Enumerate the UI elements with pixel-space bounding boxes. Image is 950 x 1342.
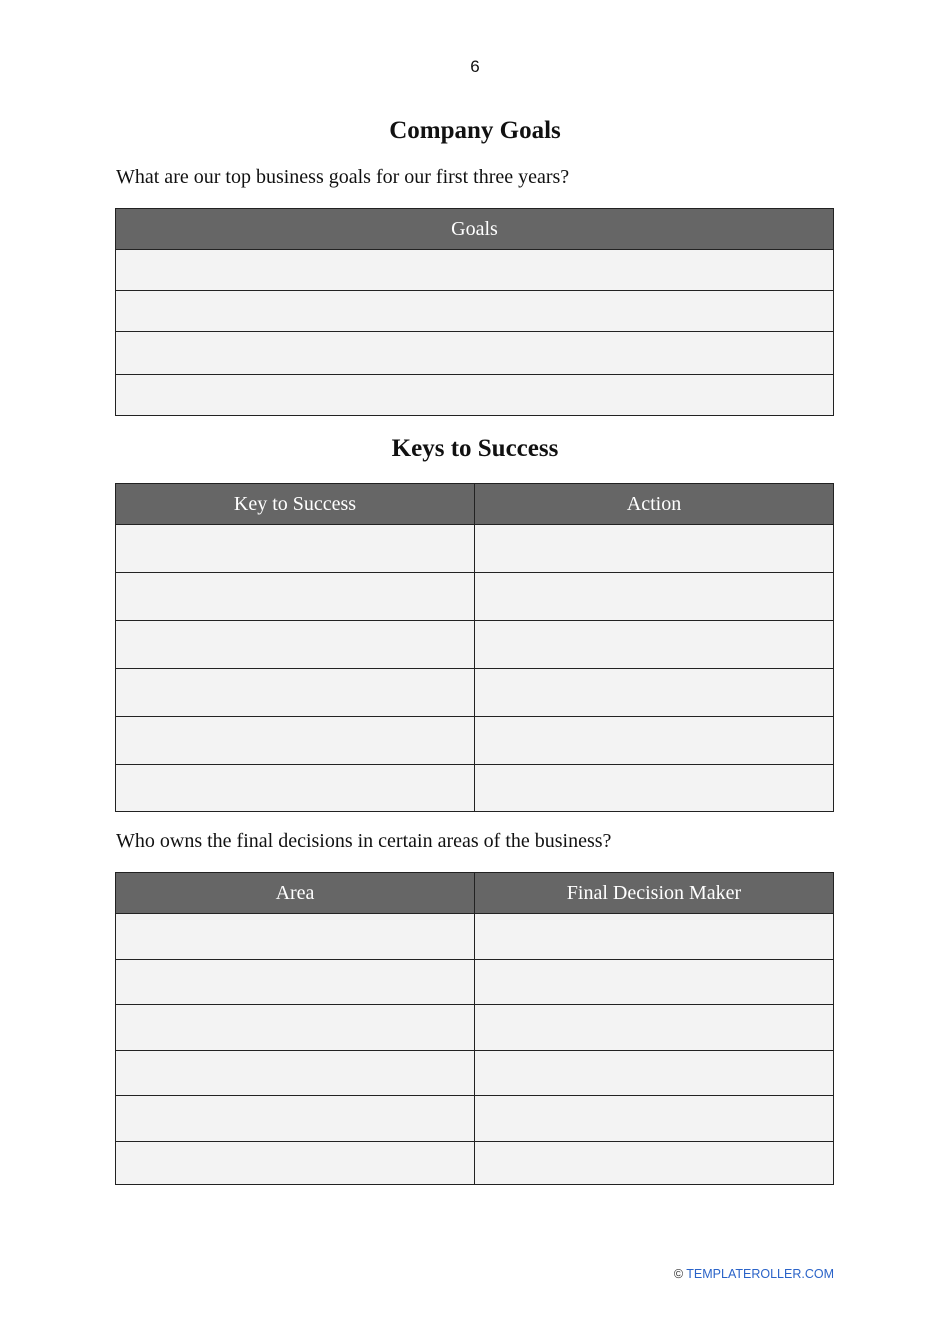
decision-maker-cell-3[interactable] bbox=[475, 1005, 834, 1051]
footer-copyright bbox=[674, 1266, 834, 1282]
area-header: Area bbox=[116, 873, 475, 914]
action-cell-4[interactable] bbox=[475, 669, 834, 717]
templateroller-link[interactable]: TEMPLATEROLLER.COM bbox=[686, 1267, 834, 1281]
goals-cell-2[interactable] bbox=[116, 291, 834, 332]
area-cell-6[interactable] bbox=[116, 1142, 475, 1185]
key-cell-5[interactable] bbox=[116, 717, 475, 765]
goals-table bbox=[115, 208, 834, 416]
key-cell-2[interactable] bbox=[116, 573, 475, 621]
action-cell-1[interactable] bbox=[475, 525, 834, 573]
key-cell-4[interactable] bbox=[116, 669, 475, 717]
decision-maker-cell-5[interactable] bbox=[475, 1096, 834, 1142]
decisions-table bbox=[115, 872, 834, 1185]
decision-maker-cell-4[interactable] bbox=[475, 1051, 834, 1096]
goals-cell-3[interactable] bbox=[116, 332, 834, 375]
page-number: 6 bbox=[470, 57, 480, 76]
key-cell-6[interactable] bbox=[116, 765, 475, 812]
action-cell-6[interactable] bbox=[475, 765, 834, 812]
key-cell-1[interactable] bbox=[116, 525, 475, 573]
decision-maker-cell-2[interactable] bbox=[475, 960, 834, 1005]
keys-to-success-table bbox=[115, 483, 834, 812]
key-to-success-header: Key to Success bbox=[116, 484, 475, 525]
area-cell-3[interactable] bbox=[116, 1005, 475, 1051]
area-cell-5[interactable] bbox=[116, 1096, 475, 1142]
action-cell-3[interactable] bbox=[475, 621, 834, 669]
action-header: Action bbox=[475, 484, 834, 525]
area-cell-2[interactable] bbox=[116, 960, 475, 1005]
action-cell-2[interactable] bbox=[475, 573, 834, 621]
action-cell-5[interactable] bbox=[475, 717, 834, 765]
final-decision-maker-header: Final Decision Maker bbox=[475, 873, 834, 914]
key-cell-3[interactable] bbox=[116, 621, 475, 669]
goals-header: Goals bbox=[116, 209, 834, 250]
keys-to-success-title: Keys to Success bbox=[391, 435, 559, 462]
goals-cell-1[interactable] bbox=[116, 250, 834, 291]
company-goals-title: Company Goals bbox=[389, 117, 561, 144]
copyright-symbol: © bbox=[673, 1267, 684, 1281]
decisions-question: Who owns the final decisions in certain areas of the business? bbox=[116, 830, 612, 852]
area-cell-1[interactable] bbox=[116, 914, 475, 960]
decision-maker-cell-1[interactable] bbox=[475, 914, 834, 960]
goals-cell-4[interactable] bbox=[116, 375, 834, 416]
goals-question: What are our top business goals for our first three years? bbox=[116, 166, 570, 188]
area-cell-4[interactable] bbox=[116, 1051, 475, 1096]
decision-maker-cell-6[interactable] bbox=[475, 1142, 834, 1185]
